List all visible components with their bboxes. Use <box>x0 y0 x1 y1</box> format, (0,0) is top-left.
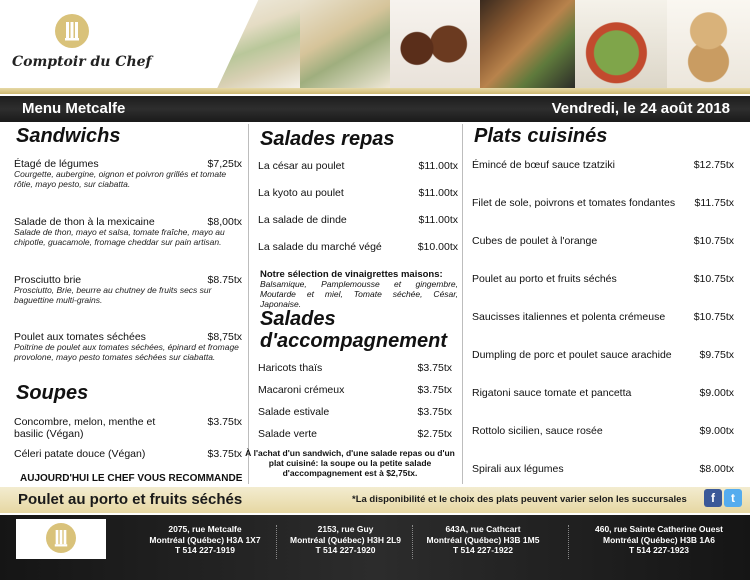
item-name: Céleri patate douce (Végan) <box>14 448 146 460</box>
item-description: Courgette, aubergine, oignon et poivron grillés et tomate rôtie, mayo pesto, sur ciabatta. <box>14 169 227 189</box>
item-price: $8.00tx <box>699 463 734 475</box>
item-name: Poulet au porto et fruits séchés <box>472 273 617 285</box>
menu-item[interactable] <box>472 425 734 437</box>
recommended-dish: Poulet au porto et fruits séchés <box>18 491 243 508</box>
twitter-icon[interactable]: t <box>724 489 742 507</box>
menu-item[interactable] <box>472 387 734 399</box>
location-city: Montréal (Québec) H3B 1A6 <box>603 534 715 545</box>
menu-item[interactable] <box>14 216 242 248</box>
column-salades <box>258 122 458 487</box>
item-description: Poitrine de poulet aux tomates séchées, épinard et fromage provolone, mayo pesto tomates séchées sur ciabatta. <box>14 342 239 362</box>
column-sandwichs-soupes <box>14 122 242 487</box>
menu-item[interactable] <box>258 160 458 172</box>
menu-item[interactable] <box>258 406 452 418</box>
item-name: La kyoto au poulet <box>258 187 344 199</box>
item-name: Saucisses italiennes et polenta crémeuse <box>472 311 666 323</box>
chef-hat-icon <box>55 14 89 48</box>
item-name: Salade estivale <box>258 406 330 418</box>
item-name: La césar au poulet <box>258 160 345 172</box>
location-phone[interactable]: T 514 227-1919 <box>174 545 236 556</box>
item-price: $8,75tx <box>207 331 242 343</box>
footer-divider <box>276 525 277 559</box>
column-divider <box>462 124 463 484</box>
menu-item[interactable] <box>472 235 734 247</box>
item-price: $2.75tx <box>417 428 452 440</box>
item-price: $7,25tx <box>207 158 242 170</box>
menu-item[interactable] <box>472 273 734 285</box>
menu-title-bar <box>0 96 750 122</box>
item-price: $3.75tx <box>417 406 452 418</box>
menu-item[interactable] <box>258 214 458 226</box>
footer-locations <box>0 515 750 580</box>
item-name: Cubes de poulet à l'orange <box>472 235 598 247</box>
menu-item[interactable] <box>14 331 242 363</box>
item-price: $8.75tx <box>207 274 242 286</box>
item-price: $11.75tx <box>694 197 734 209</box>
chef-recommendation-label: AUJOURD'HUI LE CHEF VOUS RECOMMANDE <box>20 473 243 484</box>
menu-item[interactable] <box>258 241 458 253</box>
location-address <box>418 524 548 556</box>
section-title-plats-cuisines: Plats cuisinés <box>474 125 608 147</box>
location-phone[interactable]: T 514 227-1920 <box>315 545 376 556</box>
vinaigrettes-title: Notre sélection de vinaigrettes maisons: <box>260 269 443 280</box>
location-street: 2153, rue Guy <box>317 524 374 534</box>
menu-item[interactable] <box>14 416 242 440</box>
section-title-salades-repas: Salades repas <box>260 128 395 150</box>
location-city: Montréal (Québec) H3B 1M5 <box>426 534 540 545</box>
item-name: Haricots thaïs <box>258 362 323 374</box>
muffins-photo <box>390 0 480 88</box>
menu-item[interactable] <box>472 463 734 475</box>
menu-item[interactable] <box>472 159 734 171</box>
menu-item[interactable] <box>472 197 734 209</box>
section-title-salades-accompagnement: Salades d'accompagnement <box>260 308 448 352</box>
item-price: $11.00tx <box>418 187 458 199</box>
item-price: $3.75tx <box>207 416 242 428</box>
item-name: Poulet aux tomates séchées <box>14 331 146 343</box>
item-name: Salade verte <box>258 428 317 440</box>
item-price: $11.00tx <box>418 214 458 226</box>
item-price: $10.75tx <box>693 273 734 285</box>
menu-item[interactable] <box>472 311 734 323</box>
item-name: Concombre, melon, menthe et basilic (Végan) <box>14 416 156 440</box>
item-name: Dumpling de porc et poulet sauce arachide <box>472 349 672 361</box>
grilled-chicken-photo <box>480 0 575 88</box>
item-price: $3.75tx <box>207 448 242 460</box>
item-name: Rottolo sicilien, sauce rosée <box>472 425 603 437</box>
menu-item[interactable] <box>258 384 452 396</box>
menu-date: Vendredi, le 24 août 2018 <box>551 100 730 117</box>
item-name: Filet de sole, poivrons et tomates fondantes <box>472 197 676 209</box>
item-price: $10.00tx <box>417 241 458 253</box>
footer-logo <box>16 519 106 559</box>
salad-photo <box>575 0 667 88</box>
location-street: 460, rue Sainte Catherine Ouest <box>594 524 724 534</box>
item-name: Salade de thon à la mexicaine <box>14 216 155 228</box>
item-price: $10.75tx <box>693 235 734 247</box>
location-city: Montréal (Québec) H3A 1X7 <box>149 534 261 545</box>
item-name: Rigatoni sauce tomate et pancetta <box>472 387 632 399</box>
section-title-soupes: Soupes <box>16 382 89 404</box>
sandwich-photo <box>205 0 300 88</box>
chef-hat-icon <box>46 523 76 553</box>
item-name: Spirali aux légumes <box>472 463 564 475</box>
item-description: Prosciutto, Brie, beurre au chutney de fruits secs sur baguettine multi-grains. <box>14 285 212 305</box>
column-plats-cuisines <box>472 122 734 487</box>
menu-item[interactable] <box>258 187 458 199</box>
menu-item[interactable] <box>14 448 242 460</box>
item-price: $12.75tx <box>693 159 734 171</box>
menu-item[interactable] <box>472 349 734 361</box>
item-price: $9.00tx <box>699 387 734 399</box>
menu-item[interactable] <box>258 362 452 374</box>
location-street: 2075, rue Metcalfe <box>168 524 242 534</box>
footer-divider <box>568 525 569 559</box>
item-price: $10.75tx <box>693 311 734 323</box>
section-title-sandwichs: Sandwichs <box>16 125 121 147</box>
brand-logo[interactable] <box>12 14 152 84</box>
footer-divider <box>412 525 413 559</box>
vinaigrettes-list: Balsamique, Pamplemousse et gingembre, Moutarde et miel, Tomate séchée, César, Japonaise. <box>260 279 458 309</box>
item-name: La salade du marché végé <box>258 241 382 253</box>
recommendation-band <box>0 487 750 513</box>
menu-item[interactable] <box>14 158 242 190</box>
cookies-photo <box>667 0 750 88</box>
wrap-photo <box>300 0 390 88</box>
header-gold-rule <box>0 88 750 94</box>
item-name: Émincé de bœuf sauce tzatziki <box>472 159 615 171</box>
availability-note: *La disponibilité et le choix des plats peuvent varier selon les succursales <box>352 494 687 505</box>
item-price: $9.75tx <box>699 349 734 361</box>
food-photo-strip <box>195 0 750 88</box>
location-address <box>574 524 744 556</box>
item-name: La salade de dinde <box>258 214 347 226</box>
menu-item[interactable] <box>258 428 452 440</box>
item-price: $8,00tx <box>207 216 242 228</box>
column-divider <box>248 124 249 484</box>
combo-price-note: À l'achat d'un sandwich, d'une salade repas ou d'un plat cuisiné: la soupe ou la petite salade d'accompagnement est à $2,75tx. <box>245 448 455 479</box>
menu-item[interactable] <box>14 274 242 306</box>
item-name: Étagé de légumes <box>14 158 99 170</box>
location-address <box>283 524 408 556</box>
menu-location-title: Menu Metcalfe <box>22 100 126 117</box>
facebook-icon[interactable]: f <box>704 489 722 507</box>
item-price: $3.75tx <box>417 384 452 396</box>
item-description: Salade de thon, mayo et salsa, tomate fraîche, mayo au chipotle, guacamole, fromage cheddar sur pain artisan. <box>14 227 225 247</box>
location-city: Montréal (Québec) H3H 2L9 <box>290 534 401 545</box>
item-price: $11.00tx <box>418 160 458 172</box>
header <box>0 0 750 95</box>
item-name: Macaroni crémeux <box>258 384 345 396</box>
location-street: 643A, rue Cathcart <box>445 524 521 534</box>
item-name: Prosciutto brie <box>14 274 82 286</box>
item-price: $3.75tx <box>417 362 452 374</box>
location-address <box>140 524 270 556</box>
location-phone[interactable]: T 514 227-1923 <box>628 545 690 556</box>
location-phone[interactable]: T 514 227-1922 <box>452 545 514 556</box>
vinaigrettes-note <box>260 269 458 309</box>
brand-name: Comptoir du Chef <box>12 54 152 70</box>
item-price: $9.00tx <box>699 425 734 437</box>
